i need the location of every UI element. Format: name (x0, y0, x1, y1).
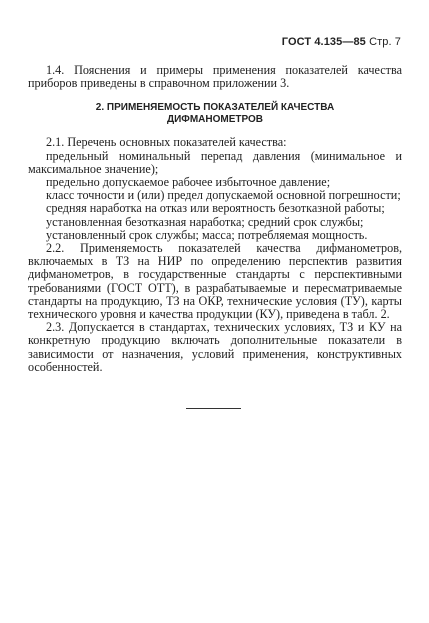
paragraph-2-2: 2.2. Применяемость показателей качества дифманометров, включаемых в ТЗ на НИР по определению перспектив развития дифманометров, в государственные стандарты с перспективными требованиями (ГОСТ ОТТ), в разрабатываемые и пересматриваемые стандарты на продукцию, ТЗ на ОКР, технические условия (ТУ), карты технического уровня и качества продукции (КУ), приведена в табл. 2. (28, 241, 402, 322)
list-item-nominal-pressure: предельный номинальный перепад давления (минимальное и максимальное значение); (28, 148, 402, 176)
list-item-service-life: установленный срок службы; масса; потребляемая мощность. (46, 227, 368, 242)
paragraph-2-3: 2.3. Допускается в стандартах, технических условиях, ТЗ и КУ на конкретную продукцию включать дополнительные показатели в зависимости от назначения, условий применения, конструктивных особенностей. (28, 320, 402, 374)
paragraph-2-1: 2.1. Перечень основных показателей качества: (46, 135, 287, 150)
document-body (28, 64, 402, 374)
list-item-mtbf: средняя наработка на отказ или вероятность безотказной работы; (46, 201, 385, 216)
page-header (282, 36, 401, 48)
paragraph-1-4: 1.4. Пояснения и примеры применения показателей качества приборов приведены в справочном приложении 3. (28, 63, 402, 91)
page-number: Стр. 7 (369, 36, 401, 48)
standard-number: ГОСТ 4.135—85 (281, 36, 366, 48)
section-title: 2. ПРИМЕНЯЕМОСТЬ ПОКАЗАТЕЛЕЙ КАЧЕСТВА ДИФМАНОМЕТРОВ (95, 102, 335, 126)
list-item-failure-free-time: установленная безотказная наработка; средний срок службы; (46, 214, 364, 229)
end-divider-line (186, 408, 241, 409)
list-item-working-pressure: предельно допускаемое рабочее избыточное давление; (46, 175, 331, 190)
list-item-accuracy-class: класс точности и (или) предел допускаемой основной погрешности; (46, 188, 401, 203)
